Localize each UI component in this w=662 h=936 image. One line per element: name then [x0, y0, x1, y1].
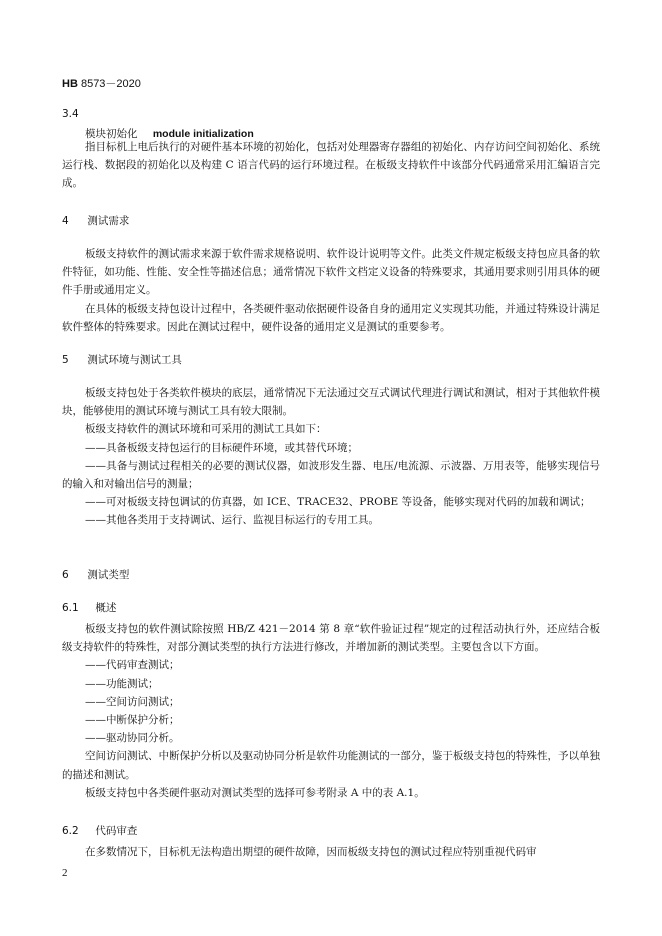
section-number: 6 [62, 569, 69, 581]
list-item: ——驱动协同分析。 [85, 732, 180, 745]
term-en: module initialization [152, 128, 254, 140]
term-definition: 指目标机上电后执行的对硬件基本环境的初始化，包括对处理器寄存器组的初始化、内存访问空间初始化、系统运行栈、数据段的初始化以及构建 C 语言代码的运行环境过程。在板级支持软件中该部分代码通常采用汇编语言完成。 [62, 141, 600, 190]
list-item: ——代码审查测试； [85, 659, 180, 672]
paragraph: 空间访问测试、中断保护分析以及驱动协同分析是软件功能测试的一部分，鉴于板级支持包的特殊性，予以单独的描述和测试。 [62, 750, 600, 781]
section-title: 代码审查 [95, 825, 138, 837]
section-4-heading [62, 213, 129, 228]
paragraph: 板级支持包中各类硬件驱动对测试类型的选择可参考附录 A 中的表 A.1。 [85, 786, 425, 799]
section-title: 测试需求 [87, 215, 130, 227]
standard-header [62, 75, 141, 91]
section-5-heading [62, 352, 182, 367]
section-number: 4 [62, 215, 69, 227]
section-number: 5 [62, 354, 69, 366]
section-6-2-heading [62, 823, 137, 838]
list-item: ——具备板级支持包运行的目标硬件环境，或其替代环境； [85, 441, 358, 454]
standard-code: HB [62, 78, 78, 90]
section-5-body [62, 384, 600, 530]
paragraph: 板级支持包的软件测试除按照 HB/Z 421－2014 第 8 章“软件验证过程”规定的过程活动执行外，还应结合板级支持软件的特殊性，对部分测试类型的执行方法进行修改，并增加新的测试类型。主要包含以下方面。 [62, 623, 600, 654]
list-item: ——中断保护分析； [85, 714, 180, 727]
section-3-4-number: 3.4 [62, 108, 79, 120]
standard-number: 8573－2020 [80, 78, 141, 90]
paragraph: 板级支持软件的测试需求来源于软件需求规格说明、软件设计说明等文件。此类文件规定板级支持包应具备的软件特征，如功能、性能、安全性等描述信息；通常情况下软件文档定义设备的特殊要求，其通用要求则引用具体的硬件手册或通用定义。 [62, 248, 600, 297]
paragraph: 在具体的板级支持包设计过程中，各类硬件驱动依据硬件设备自身的通用定义实现其功能，并通过特殊设计满足软件整体的特殊要求。因此在测试过程中，硬件设备的通用定义是测试的重要参考。 [62, 302, 600, 333]
term-cn: 模块初始化 [85, 128, 138, 140]
list-item: ——空间访问测试； [85, 695, 180, 708]
section-6-2-body [62, 843, 600, 861]
paragraph: 板级支持包处于各类软件模块的底层，通常情况下无法通过交互式调试代理进行调试和测试，相对于其他软件模块，能够使用的测试环境与测试工具有较大限制。 [62, 387, 600, 418]
paragraph: 在多数情况下，目标机无法构造出期望的硬件故障，因而板级支持包的测试过程应特别重视代码审 [85, 846, 537, 858]
section-6-1-body [62, 620, 600, 802]
list-item: ——具备与测试过程相关的必要的测试仪器，如波形发生器、电压/电流源、示波器、万用表等，能够实现信号的输入和对输出信号的测量； [62, 459, 600, 491]
section-title: 测试类型 [87, 569, 130, 581]
section-title: 概述 [95, 602, 117, 614]
list-item: ——可对板级支持包调试的仿真器，如 ICE、TRACE32、PROBE 等设备，能够实现对代码的加载和调试； [85, 496, 591, 509]
section-number: 6.2 [62, 825, 79, 837]
section-4-body [62, 245, 600, 336]
list-item: ——功能测试； [85, 677, 159, 690]
section-title: 测试环境与测试工具 [87, 354, 182, 366]
section-number: 6.1 [62, 602, 79, 614]
list-item: ——其他各类用于支持调试、运行、监视目标运行的专用工具。 [85, 514, 379, 527]
page-number: 2 [62, 867, 68, 879]
section-6-1-heading [62, 600, 116, 615]
term-definition-block [62, 138, 600, 193]
paragraph: 板级支持软件的测试环境和可采用的测试工具如下： [85, 423, 327, 436]
section-6-heading [62, 567, 129, 582]
